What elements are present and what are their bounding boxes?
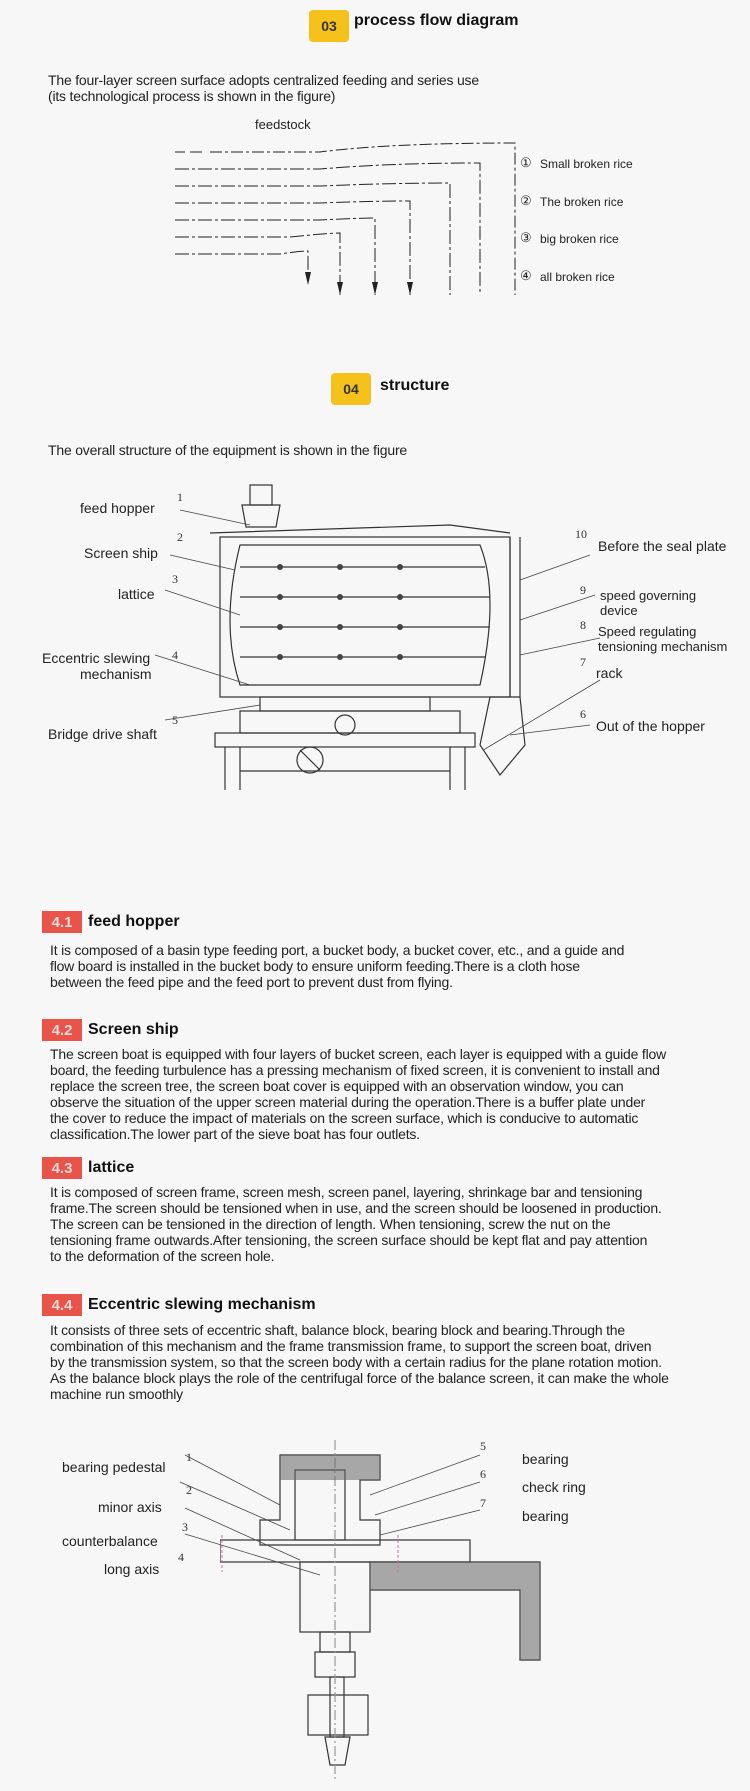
output-marker-2: ② — [520, 193, 532, 208]
part-4-2-line-4: observe the situation of the upper screen material during the operation.There is a buffer plate under — [50, 1094, 646, 1110]
structure-num-10: 10 — [575, 527, 587, 541]
section-badge-04: 04 — [331, 373, 371, 405]
structure-num-9: 9 — [580, 583, 586, 597]
label-check-ring: check ring — [522, 1479, 586, 1495]
label-speed-reg-line-2: tensioning mechanism — [598, 639, 728, 654]
label-seal-plate: Before the seal plate — [598, 538, 727, 554]
part-4-2-line-3: replace the screen tree, the screen boat cover is equipped with an observation window, you can — [50, 1078, 624, 1094]
part-title-screen-ship: Screen ship — [88, 1021, 179, 1038]
part-title-lattice: lattice — [88, 1159, 135, 1176]
section-title-structure: structure — [380, 377, 450, 394]
output-label-1: Small broken rice — [540, 157, 633, 171]
label-bridge-drive: Bridge drive shaft — [48, 726, 157, 742]
output-label-2: The broken rice — [540, 195, 624, 209]
part-4-1-line-1: It is composed of a basin type feeding port, a bucket body, a bucket cover, etc., and a guide and — [50, 942, 625, 958]
label-eccentric-line-1: Eccentric slewing — [42, 650, 151, 666]
part-title-feed-hopper: feed hopper — [88, 913, 180, 930]
label-minor-axis: minor axis — [98, 1499, 162, 1515]
label-eccentric-line-2: mechanism — [80, 666, 152, 682]
part-4-2-line-5: the cover to reduce the impact of materials on the screen surface, which is conducive to automatic — [50, 1110, 639, 1126]
part-4-4-line-3: by the transmission system, so that the screen body with a certain radius for the plane rotation motion. — [50, 1354, 662, 1370]
mechanism-num-4: 4 — [178, 1550, 184, 1564]
mechanism-num-3: 3 — [182, 1520, 188, 1534]
process-flow-diagram — [170, 125, 520, 295]
structure-num-7: 7 — [580, 655, 586, 669]
label-speed-reg-line-1: Speed regulating — [598, 624, 697, 639]
label-long-axis: long axis — [104, 1561, 160, 1577]
label-bearing-pedestal: bearing pedestal — [62, 1459, 166, 1475]
output-label-4: all broken rice — [540, 270, 615, 284]
label-feed-hopper: feed hopper — [80, 500, 155, 516]
structure-num-5: 5 — [172, 713, 178, 727]
part-title-eccentric: Eccentric slewing mechanism — [88, 1296, 316, 1313]
structure-num-8: 8 — [580, 618, 586, 632]
part-4-1-line-3: between the feed pipe and the feed port to prevent dust from flying. — [50, 974, 453, 990]
label-out-hopper: Out of the hopper — [596, 718, 705, 734]
part-4-3-line-4: tensioning frame outwards.After tensioning, the screen surface should be kept flat and pay attention — [50, 1232, 648, 1248]
output-label-3: big broken rice — [540, 232, 619, 246]
part-4-1-line-2: flow board is installed in the bucket body to ensure uniform feeding.There is a cloth hose — [50, 958, 580, 974]
mechanism-num-5: 5 — [480, 1439, 486, 1453]
label-bearing-top: bearing — [522, 1451, 569, 1467]
part-badge-4-4: 4.4 — [42, 1294, 82, 1316]
label-lattice: lattice — [118, 586, 155, 602]
output-marker-1: ① — [520, 155, 532, 170]
part-4-2-line-6: classification.The lower part of the sieve boat has four outlets. — [50, 1126, 420, 1142]
part-4-2-line-1: The screen boat is equipped with four layers of bucket screen, each layer is equipped with a guide flow — [50, 1046, 666, 1062]
part-badge-4-2: 4.2 — [42, 1019, 82, 1041]
mechanism-num-7: 7 — [480, 1496, 486, 1510]
part-badge-4-1: 4.1 — [42, 911, 82, 933]
structure-num-4: 4 — [172, 648, 178, 662]
mechanism-num-1: 1 — [186, 1450, 192, 1464]
section-badge-03: 03 — [309, 10, 349, 42]
part-4-4-line-2: combination of this mechanism and the frame transmission frame, to support the screen boat, driven — [50, 1338, 652, 1354]
structure-num-2: 2 — [177, 530, 183, 544]
label-bearing-bottom: bearing — [522, 1508, 569, 1524]
part-4-4-line-1: It consists of three sets of eccentric shaft, balance block, bearing block and bearing.Through the — [50, 1322, 625, 1338]
label-speed-gov-line-2: device — [600, 603, 638, 618]
label-rack: rack — [596, 665, 623, 681]
part-4-3-line-3: The screen can be tensioned in the direction of length. When tensioning, screw the nut on the — [50, 1216, 611, 1232]
part-4-4-line-4: As the balance block plays the role of the centrifugal force of the balance screen, it can make the whole — [50, 1370, 669, 1386]
label-counterbalance: counterbalance — [62, 1533, 158, 1549]
structure-intro: The overall structure of the equipment is shown in the figure — [48, 442, 407, 458]
part-4-3-line-1: It is composed of screen frame, screen mesh, screen panel, layering, shrinkage bar and tensioning — [50, 1184, 643, 1200]
mechanism-num-6: 6 — [480, 1467, 486, 1481]
section-title-process-flow: process flow diagram — [354, 12, 519, 29]
feedstock-label: feedstock — [255, 117, 311, 132]
part-4-3-line-5: to the deformation of the screen hole. — [50, 1248, 275, 1264]
structure-num-6: 6 — [580, 707, 586, 721]
process-intro-line-1: The four-layer screen surface adopts centralized feeding and series use — [48, 72, 479, 88]
label-speed-gov-line-1: speed governing — [600, 588, 697, 603]
output-marker-4: ④ — [520, 268, 532, 283]
part-4-3-line-2: frame.The screen should be tensioned when in use, and the screen should be loosened in production. — [50, 1200, 662, 1216]
output-marker-3: ③ — [520, 230, 532, 245]
part-badge-4-3: 4.3 — [42, 1157, 82, 1179]
structure-num-1: 1 — [177, 490, 183, 504]
part-4-2-line-2: board, the feeding turbulence has a pressing mechanism of fixed screen, it is convenient to install and — [50, 1062, 660, 1078]
process-intro-line-2: (its technological process is shown in the figure) — [48, 88, 336, 104]
mechanism-num-2: 2 — [186, 1483, 192, 1497]
part-4-4-line-5: machine run smoothly — [50, 1386, 183, 1402]
label-screen-ship: Screen ship — [84, 545, 158, 561]
structure-num-3: 3 — [172, 572, 178, 586]
